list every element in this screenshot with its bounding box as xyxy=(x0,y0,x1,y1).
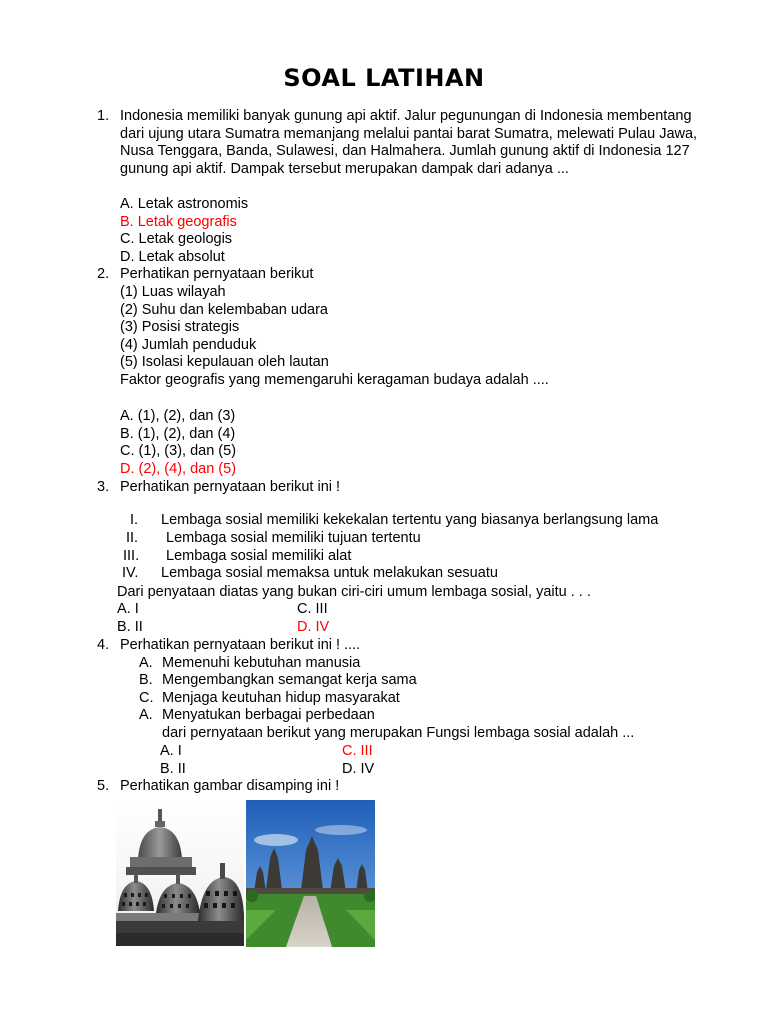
question-number: 3. xyxy=(97,479,110,495)
option-b: B. II xyxy=(117,618,143,635)
question-text-line: Perhatikan pernyataan berikut ini ! .... xyxy=(120,637,361,653)
question-text-line: Dari penyataan diatas yang bukan ciri-ciri umum lembaga sosial, yaitu . . . xyxy=(117,584,591,600)
statement-letter: A. xyxy=(139,707,153,723)
question-text-line: dari pernyataan berikut yang merupakan Fungsi lembaga sosial adalah ... xyxy=(162,725,635,741)
option-a: A. I xyxy=(160,743,182,759)
statement-line: Lembaga sosial memiliki alat xyxy=(166,547,352,564)
statement-line: (2) Suhu dan kelembaban udara xyxy=(120,301,328,318)
roman-numeral: I. xyxy=(130,512,139,528)
prambanan-temple-image xyxy=(246,800,375,947)
roman-numeral: IV. xyxy=(122,565,139,581)
option-b: B. (1), (2), dan (4) xyxy=(120,425,236,442)
question-text-line: Indonesia memiliki banyak gunung api aktif. Jalur pegunungan di Indonesia membentang xyxy=(120,108,692,124)
statement-line: (1) Luas wilayah xyxy=(120,284,226,300)
option-d: D. Letak absolut xyxy=(120,248,225,265)
statement-line: Lembaga sosial memaksa untuk melakukan sesuatu xyxy=(161,565,498,581)
question-text-line: Perhatikan pernyataan berikut ini ! xyxy=(120,479,341,495)
question-text-line: Faktor geografis yang memengaruhi keragaman budaya adalah .... xyxy=(120,372,549,388)
option-d: D. IV xyxy=(342,760,375,777)
borobudur-stupa-image xyxy=(116,801,244,946)
statement-line: Lembaga sosial memiliki tujuan tertentu xyxy=(166,530,421,546)
option-b: B. II xyxy=(160,760,186,777)
question-text-line: Perhatikan pernyataan berikut xyxy=(120,266,314,282)
page-title: SOAL LATIHAN xyxy=(283,64,485,92)
question-number: 1. xyxy=(97,108,110,124)
question-number: 4. xyxy=(97,637,110,653)
question-text-line: dari ujung utara Sumatra memanjang melalui pantai barat Sumatra, melewati Pulau Jawa, xyxy=(120,125,698,142)
option-b-answer: B. Letak geografis xyxy=(120,213,237,230)
roman-numeral: III. xyxy=(123,547,140,564)
statement-letter: B. xyxy=(139,672,153,688)
option-c-answer: C. III xyxy=(342,743,373,759)
statement-line: (4) Jumlah penduduk xyxy=(120,336,257,353)
statement-line: Lembaga sosial memiliki kekekalan tertentu yang biasanya berlangsung lama xyxy=(161,512,659,528)
question-text-line: Nusa Tenggara, Banda, Sulawesi, dan Halmahera. Jumlah gunung aktif di Indonesia 127 xyxy=(120,143,690,159)
question-number: 5. xyxy=(97,778,110,794)
statement-line: (3) Posisi strategis xyxy=(120,319,240,335)
statement-line: Mengembangkan semangat kerja sama xyxy=(162,672,417,688)
option-a: A. (1), (2), dan (3) xyxy=(120,408,236,424)
statement-line: Menjaga keutuhan hidup masyarakat xyxy=(162,689,400,706)
statement-line: Menyatukan berbagai perbedaan xyxy=(162,707,375,723)
statement-letter: C. xyxy=(139,689,154,706)
roman-numeral: II. xyxy=(126,530,139,546)
option-d-answer: D. IV xyxy=(297,618,330,635)
statement-letter: A. xyxy=(139,654,153,671)
question-number: 2. xyxy=(97,266,110,282)
option-a: A. Letak astronomis xyxy=(120,196,249,212)
option-c: C. Letak geologis xyxy=(120,231,233,247)
question-text-line: gunung api aktif. Dampak tersebut merupakan dampak dari adanya ... xyxy=(120,160,569,177)
question-text-line: Perhatikan gambar disamping ini ! xyxy=(120,778,340,794)
statement-line: Memenuhi kebutuhan manusia xyxy=(162,654,361,671)
option-c: C. (1), (3), dan (5) xyxy=(120,443,237,459)
option-d-answer: D. (2), (4), dan (5) xyxy=(120,460,237,477)
option-c: C. III xyxy=(297,601,328,617)
option-a: A. I xyxy=(117,601,139,617)
statement-line: (5) Isolasi kepulauan oleh lautan xyxy=(120,354,329,370)
